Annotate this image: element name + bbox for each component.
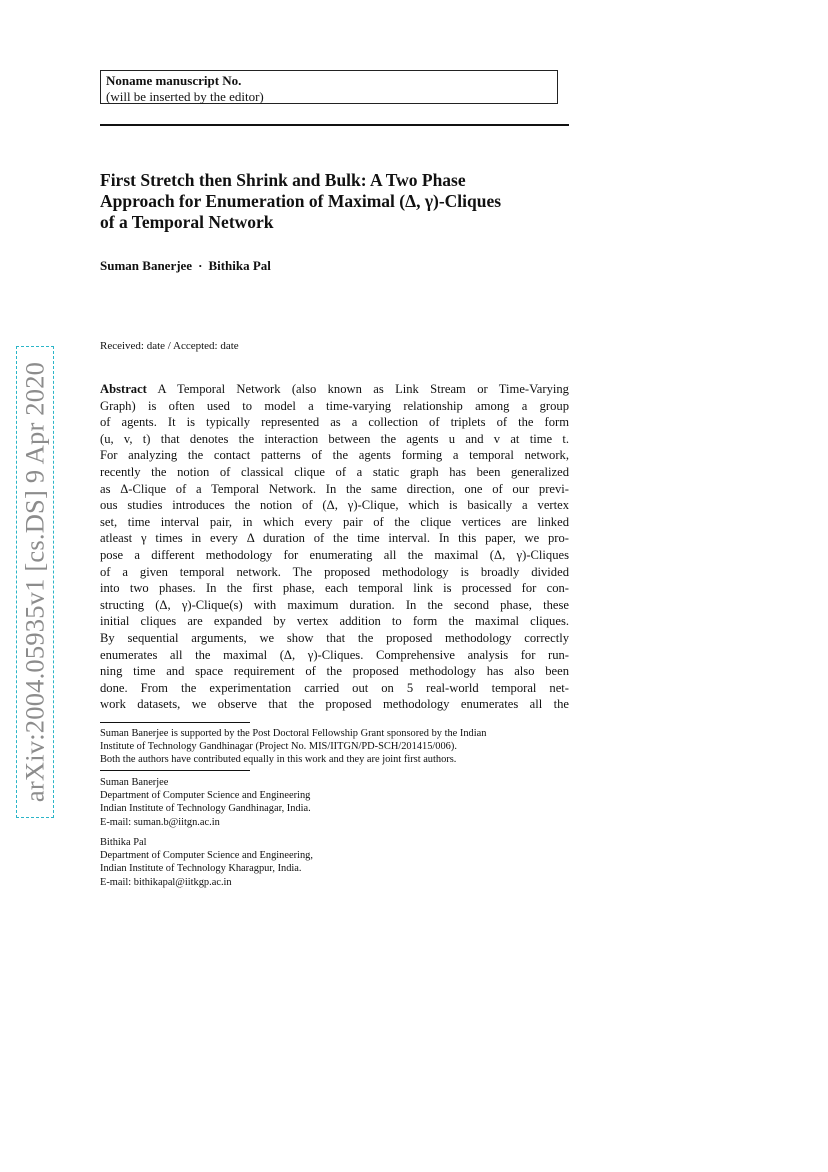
arxiv-stamp <box>16 346 54 818</box>
abstract-line: structing (Δ, γ)-Clique(s) with maximum duration. In the second phase, these <box>100 597 569 612</box>
title-line-2: Approach for Enumeration of Maximal (Δ, γ)-Cliques <box>100 191 502 211</box>
manuscript-number: Noname manuscript No. <box>106 73 242 88</box>
received-date: Received: date / Accepted: date <box>100 340 239 352</box>
affiliation-institute: Indian Institute of Technology Gandhinagar, India. <box>100 803 311 815</box>
editor-note: (will be inserted by the editor) <box>106 89 264 104</box>
footnote-line: Suman Banerjee is supported by the Post Doctoral Fellowship Grant sponsored by the Indian <box>100 728 487 739</box>
abstract-line: into two phases. In the first phase, each temporal link is processed for con- <box>100 581 569 596</box>
abstract-line: ous studies introduces the notion of (Δ, γ)-Clique, which is basically a vertex <box>100 498 569 513</box>
footnote-line: Both the authors have contributed equally in this work and they are joint first authors. <box>100 754 457 766</box>
abstract <box>100 381 569 713</box>
affiliation-email: E-mail: bithikapal@iitkgp.ac.in <box>100 876 232 888</box>
abstract-line: initial cliques are expanded by vertex addition to form the maximal cliques. <box>100 614 569 629</box>
abstract-line: pose a different methodology for enumerating all the maximal (Δ, γ)-Cliques <box>100 547 569 562</box>
abstract-line: By sequential arguments, we show that the proposed methodology correctly <box>100 630 569 645</box>
affiliation-dept: Department of Computer Science and Engineering, <box>100 850 313 862</box>
abstract-line: ning time and space requirement of the proposed methodology has also been <box>100 664 569 679</box>
author-separator: · <box>198 258 203 273</box>
affiliation-name: Bithika Pal <box>100 837 147 848</box>
affiliation-rule <box>100 770 250 771</box>
abstract-line: work datasets, we observe that the proposed methodology enumerates all the <box>100 697 569 712</box>
abstract-line: Abstract A Temporal Network (also known as Link Stream or Time-Varying <box>100 382 569 396</box>
abstract-line: set, time interval pair, in which every pair of the clique vertices are linked <box>100 514 569 529</box>
abstract-line: For analyzing the contact patterns of the agents forming a temporal network, <box>100 448 569 463</box>
footnote-line: Institute of Technology Gandhinagar (Project No. MIS/IITGN/PD-SCH/201415/006). <box>100 741 457 753</box>
affiliation-dept: Department of Computer Science and Engineering <box>100 790 311 802</box>
funding-footnote <box>100 727 569 767</box>
manuscript-header-box <box>100 70 558 104</box>
affiliation-banerjee <box>100 776 569 829</box>
abstract-line: Graph) is often used to model a time-varying relationship among a group <box>100 398 569 413</box>
abstract-heading: Abstract <box>100 382 147 396</box>
title-line-1: First Stretch then Shrink and Bulk: A Two Phase <box>100 170 466 190</box>
affiliation-institute: Indian Institute of Technology Kharagpur, India. <box>100 863 302 875</box>
footnote-rule <box>100 722 250 723</box>
title-line-3: of a Temporal Network <box>100 212 274 232</box>
abstract-line: of agents. It is typically represented as a collection of triplets of the form <box>100 415 569 430</box>
abstract-line: atleast γ times in every Δ duration of the time interval. In this paper, we pro- <box>100 531 569 546</box>
abstract-line: of a given temporal network. The proposed methodology is broadly divided <box>100 564 569 579</box>
author-second: Bithika Pal <box>208 258 271 273</box>
header-rule <box>100 124 569 126</box>
abstract-line: done. From the experimentation carried out on 5 real-world temporal net- <box>100 680 569 695</box>
author-first: Suman Banerjee <box>100 258 193 273</box>
affiliation-email: E-mail: suman.b@iitgn.ac.in <box>100 816 220 828</box>
affiliation-name: Suman Banerjee <box>100 777 169 788</box>
paper-title <box>100 170 580 233</box>
affiliation-pal <box>100 836 569 889</box>
arxiv-identifier: arXiv:2004.05935v1 [cs.DS] 9 Apr 2020 <box>19 361 50 803</box>
abstract-line: enumerates all the maximal (Δ, γ)-Cliques. Comprehensive analysis for run- <box>100 647 569 662</box>
author-list <box>100 258 271 274</box>
abstract-line: (u, v, t) that denotes the interaction between the agents u and v at time t. <box>100 431 569 446</box>
abstract-line: as Δ-Clique of a Temporal Network. In the same direction, one of our previ- <box>100 481 569 496</box>
abstract-line: recently the notion of classical clique of a static graph has been generalized <box>100 464 569 479</box>
